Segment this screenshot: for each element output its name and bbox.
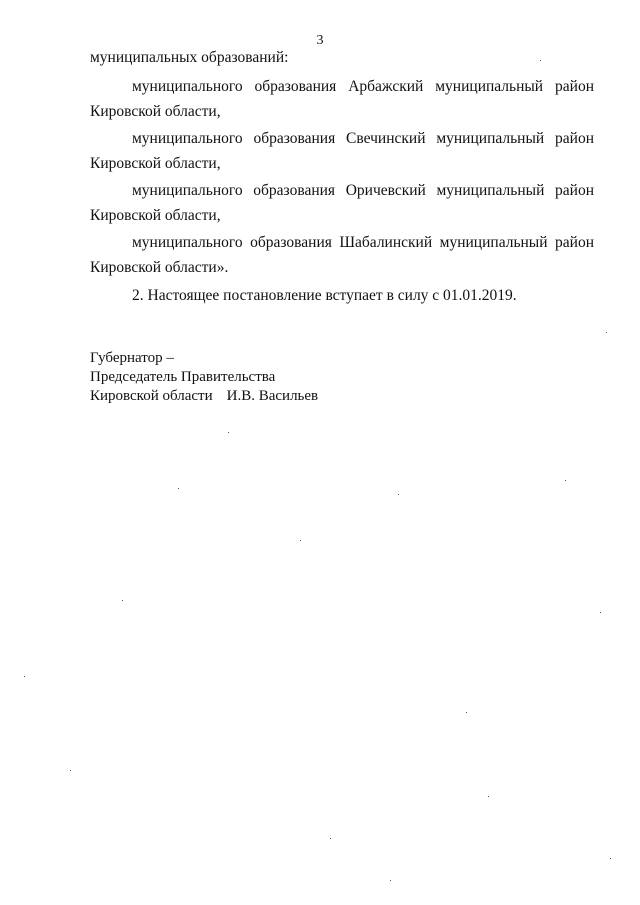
signatory-name: И.В. Васильев <box>226 388 319 404</box>
item-shabalino-line1: муниципального образования Шабалинский муниципальный район <box>132 234 594 251</box>
item-shabalino-line2: Кировской области». <box>90 259 229 276</box>
item-svecha-line1: муниципального образования Свечинский муниципальный район <box>132 130 594 147</box>
scan-speck <box>122 600 123 601</box>
scan-speck <box>610 858 611 859</box>
item-arbazh-line1: муниципального образования Арбажский муниципальный район <box>132 78 594 95</box>
scan-speck <box>228 432 229 433</box>
scan-speck <box>600 612 601 613</box>
scan-speck <box>606 332 607 333</box>
scan-speck <box>70 770 71 771</box>
signature-title-line1: Губернатор – <box>90 350 174 366</box>
item-svecha-line2: Кировской области, <box>90 155 221 172</box>
signature-title-line2: Председатель Правительства <box>90 369 276 385</box>
scan-speck <box>24 676 25 677</box>
scan-speck <box>466 712 467 713</box>
item-orichi-line2: Кировской области, <box>90 207 221 224</box>
signature-block-line3 <box>90 386 318 406</box>
scan-speck <box>398 494 399 495</box>
scan-speck <box>540 60 541 61</box>
signature-title-line3: Кировской области <box>90 388 213 404</box>
scan-speck <box>178 488 179 489</box>
scan-speck <box>330 838 331 839</box>
intro-line: муниципальных образований: <box>90 49 289 66</box>
scan-speck <box>390 880 391 881</box>
item-orichi-line1: муниципального образования Оричевский муниципальный район <box>132 182 594 199</box>
scan-speck <box>488 796 489 797</box>
scan-speck <box>565 480 566 481</box>
scan-speck <box>300 540 301 541</box>
page-number: 3 <box>316 33 324 48</box>
clause-2: 2. Настоящее постановление вступает в силу с 01.01.2019. <box>132 287 517 304</box>
item-arbazh-line2: Кировской области, <box>90 103 221 120</box>
